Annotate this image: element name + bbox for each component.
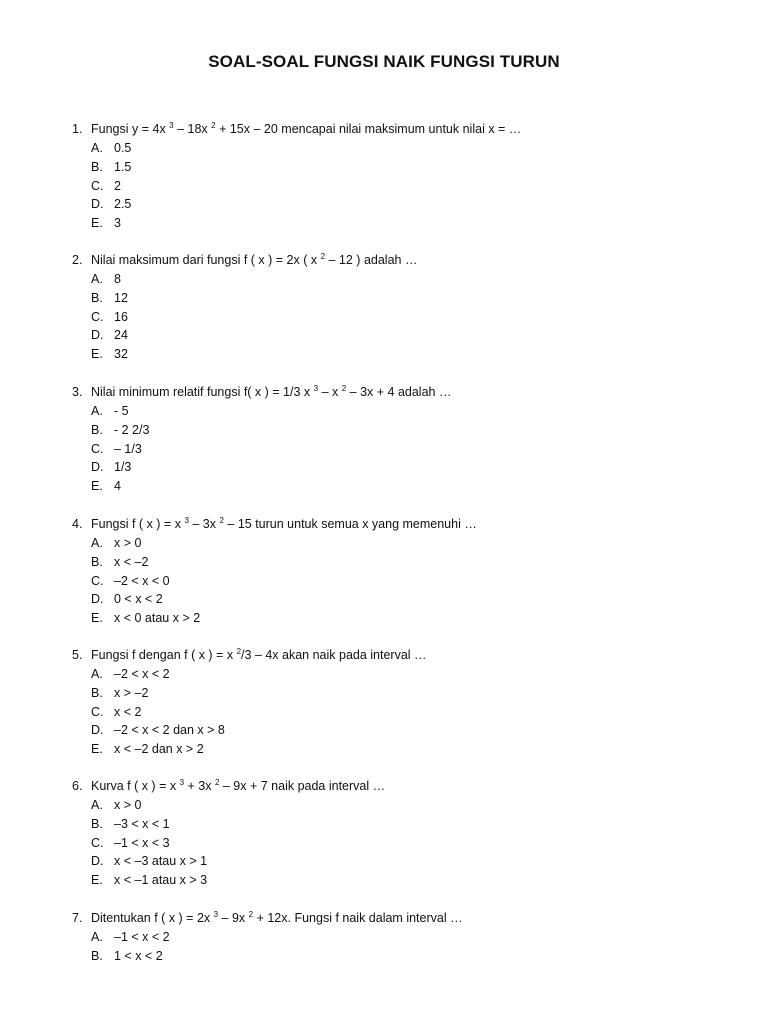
question-text: 6. Kurva f ( x ) = x $^3$ + 3x $^2$ – 9x + 7 naik pada interval … <box>72 777 732 796</box>
option-a: A. 8 <box>91 272 121 286</box>
page-title: SOAL-SOAL FUNGSI NAIK FUNGSI TURUN <box>208 52 560 71</box>
option-a: A. 0.5 <box>91 141 132 155</box>
question-number: 4. <box>72 517 83 531</box>
option-a: A. –2 < x < 2 <box>91 667 170 681</box>
question-number: 1. <box>72 122 83 136</box>
option-c: C. x < 2 <box>91 704 142 719</box>
option-a: A. –1 < x < 2 <box>91 930 170 944</box>
option-e: E. 3 <box>91 216 121 231</box>
option-b: B. –3 < x < 1 <box>91 816 170 831</box>
question-text: 7. Ditentukan f ( x ) = 2x $^3$ – 9x $^2$ + 12x. Fungsi f naik dalam interval … <box>72 909 732 928</box>
option-b: B. 12 <box>91 290 128 305</box>
question-3 <box>72 383 732 496</box>
option-a: A. x > 0 <box>91 798 142 812</box>
option-b: B. - 2 2/3 <box>91 422 150 437</box>
option-c: C. –2 < x < 0 <box>91 573 170 588</box>
option-d: D. 2.5 <box>91 197 132 212</box>
question-4 <box>72 515 732 628</box>
option-e: E. 32 <box>91 347 128 362</box>
question-6 <box>72 777 732 890</box>
option-a: A. - 5 <box>91 404 129 418</box>
option-d: D. 1/3 <box>91 460 132 475</box>
question-5 <box>72 646 732 759</box>
option-e: E. x < –2 dan x > 2 <box>91 742 204 757</box>
question-number: 6. <box>72 779 83 793</box>
option-c: C. 2 <box>91 178 121 193</box>
question-text: 2. Nilai maksimum dari fungsi f ( x ) = 2x ( x $^2$ – 12 ) adalah … <box>72 251 732 270</box>
question-text: 5. Fungsi f dengan f ( x ) = x $^2$/3 – 4x akan naik pada interval … <box>72 646 732 665</box>
option-c: C. 16 <box>91 309 128 324</box>
option-b: B. 1 < x < 2 <box>91 948 163 963</box>
question-1 <box>72 120 732 233</box>
option-d: D. –2 < x < 2 dan x > 8 <box>91 723 225 738</box>
option-c: C. –1 < x < 3 <box>91 835 170 850</box>
question-number: 3. <box>72 385 83 399</box>
question-text: 1. Fungsi y = 4x $^3$ – 18x $^2$ + 15x – 20 mencapai nilai maksimum untuk nilai x = … <box>72 120 732 139</box>
option-e: E. 4 <box>91 479 121 494</box>
question-number: 2. <box>72 253 83 267</box>
question-text: 4. Fungsi f ( x ) = x $^3$ – 3x $^2$ – 15 turun untuk semua x yang memenuhi … <box>72 515 732 534</box>
option-d: D. 0 < x < 2 <box>91 592 163 607</box>
option-b: B. 1.5 <box>91 159 132 174</box>
option-a: A. x > 0 <box>91 536 142 550</box>
question-7 <box>72 909 732 966</box>
option-d: D. x < –3 atau x > 1 <box>91 854 208 869</box>
option-b: B. x > –2 <box>91 685 149 700</box>
question-text: 3. Nilai minimum relatif fungsi f( x ) = 1/3 x $^3$ – x $^2$ – 3x + 4 adalah … <box>72 383 732 402</box>
option-b: B. x < –2 <box>91 554 149 569</box>
option-c: C. – 1/3 <box>91 441 142 456</box>
option-e: E. x < 0 atau x > 2 <box>91 611 201 626</box>
option-d: D. 24 <box>91 328 128 343</box>
option-e: E. x < –1 atau x > 3 <box>91 873 208 888</box>
question-number: 7. <box>72 911 83 925</box>
question-number: 5. <box>72 648 83 662</box>
question-2 <box>72 251 732 364</box>
